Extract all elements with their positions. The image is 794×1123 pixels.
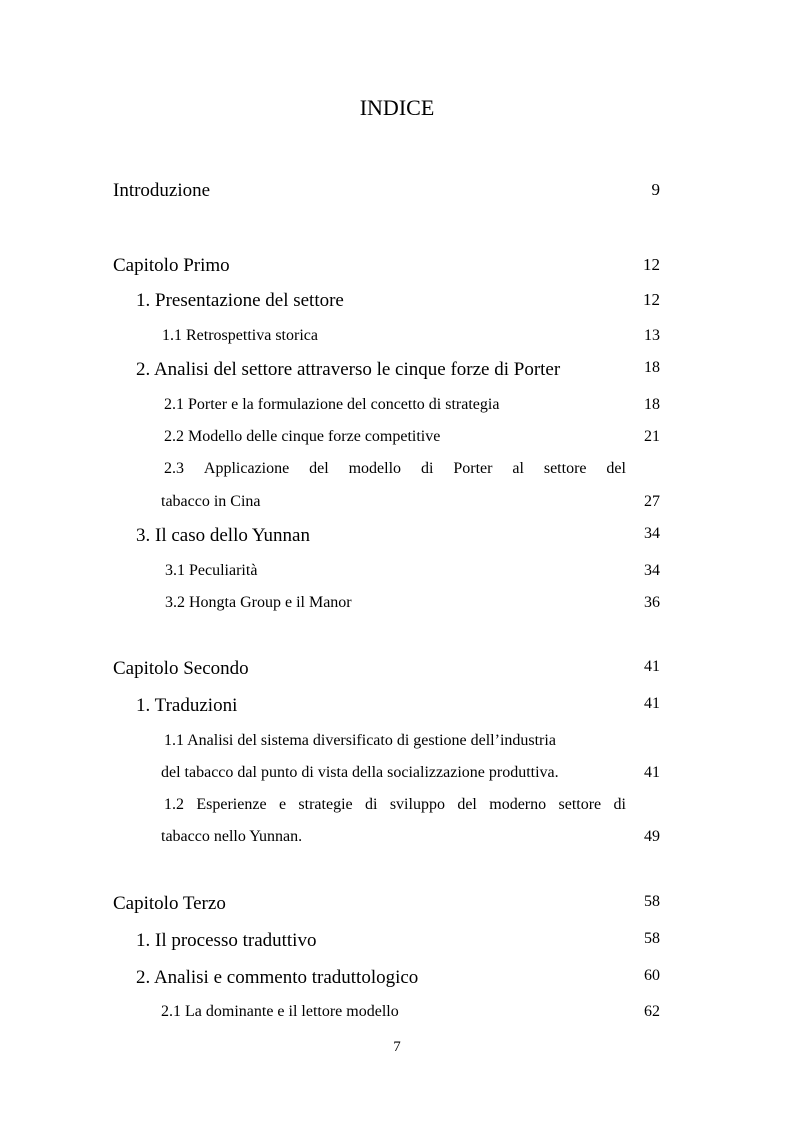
toc-subsection-label: [164, 797, 626, 813]
toc-section-page: 60: [644, 967, 660, 984]
toc-subsection-label: 2.2 Modello delle cinque forze competitive: [164, 428, 441, 445]
toc-word: al: [512, 460, 524, 477]
toc-word: di: [613, 796, 626, 813]
toc-chapter-1-page: 12: [643, 255, 660, 274]
toc-word: strategie: [298, 796, 353, 813]
toc-section-label: 3. Il caso dello Yunnan: [136, 525, 310, 546]
toc-section-label: 1. Il processo traduttivo: [136, 930, 317, 951]
toc-subsection-page: 27: [644, 493, 660, 510]
toc-word: di: [365, 796, 378, 813]
toc-word: sviluppo: [389, 796, 445, 813]
toc-word: del: [606, 460, 626, 477]
toc-section-label: 1. Traduzioni: [136, 695, 238, 716]
toc-word: di: [420, 460, 434, 477]
toc-subsection-page: 34: [644, 562, 660, 579]
page-title: INDICE: [359, 95, 435, 120]
toc-word: Porter: [453, 460, 493, 477]
toc-subsection-page: 13: [644, 327, 660, 344]
toc-subsection-title: Analisi del sistema diversificato di gestione dell’industria: [187, 732, 556, 749]
toc-section-label: 2. Analisi del settore attraverso le cinque forze di Porter: [136, 359, 561, 380]
toc-word: del: [457, 796, 477, 813]
toc-subsection-number: 1.1: [164, 732, 184, 749]
toc-subsection-page: 36: [644, 594, 660, 611]
toc-word: del: [309, 460, 329, 477]
toc-section-page: 18: [644, 359, 660, 376]
toc-intro-label: Introduzione: [113, 180, 211, 201]
toc-chapter-2-page: 41: [644, 658, 660, 675]
toc-subsection-page: 62: [644, 1003, 660, 1020]
toc-subsection-label: 3.2 Hongta Group e il Manor: [165, 594, 352, 611]
toc-subsection-label: [164, 461, 626, 477]
toc-subsection-page: 41: [644, 764, 660, 781]
toc-section-page: 12: [643, 290, 660, 309]
toc-chapter-1-label: Capitolo Primo: [113, 255, 230, 276]
toc-word: settore: [543, 460, 587, 477]
toc-subsection-page: 18: [644, 396, 660, 413]
toc-word: Applicazione: [203, 460, 290, 477]
toc-section-page: 58: [644, 930, 660, 947]
toc-subsection-label: 3.1 Peculiarità: [165, 562, 258, 579]
toc-section-page: 41: [644, 695, 660, 712]
toc-subsection-continuation: tabacco nello Yunnan.: [161, 828, 303, 845]
toc-subsection-label: 2.1 Porter e la formulazione del concetto di strategia: [164, 396, 500, 413]
toc-subsection-page: 21: [644, 428, 660, 445]
toc-word: e: [278, 796, 287, 813]
toc-section-page: 34: [644, 525, 660, 542]
toc-word: modello: [348, 460, 402, 477]
toc-chapter-3-label: Capitolo Terzo: [113, 893, 226, 914]
page-number: 7: [393, 1039, 401, 1055]
toc-word: Esperienze: [196, 796, 267, 813]
toc-subsection-label: [164, 733, 556, 749]
toc-chapter-3-page: 58: [644, 893, 660, 910]
toc-intro-page: 9: [651, 180, 660, 199]
toc-subsection-continuation: del tabacco dal punto di vista della socializzazione produttiva.: [161, 764, 559, 781]
toc-subsection-continuation: tabacco in Cina: [161, 493, 261, 510]
toc-word: settore: [558, 796, 602, 813]
toc-chapter-2-label: Capitolo Secondo: [113, 658, 249, 679]
toc-subsection-label: 1.1 Retrospettiva storica: [162, 327, 318, 344]
toc-subsection-page: 49: [644, 828, 660, 845]
toc-word: moderno: [489, 796, 547, 813]
toc-word: 2.3: [164, 460, 184, 477]
toc-subsection-label: 2.1 La dominante e il lettore modello: [161, 1003, 399, 1020]
toc-word: 1.2: [164, 796, 184, 813]
toc-section-label: 1. Presentazione del settore: [136, 290, 344, 311]
toc-section-label: 2. Analisi e commento traduttologico: [136, 967, 419, 988]
